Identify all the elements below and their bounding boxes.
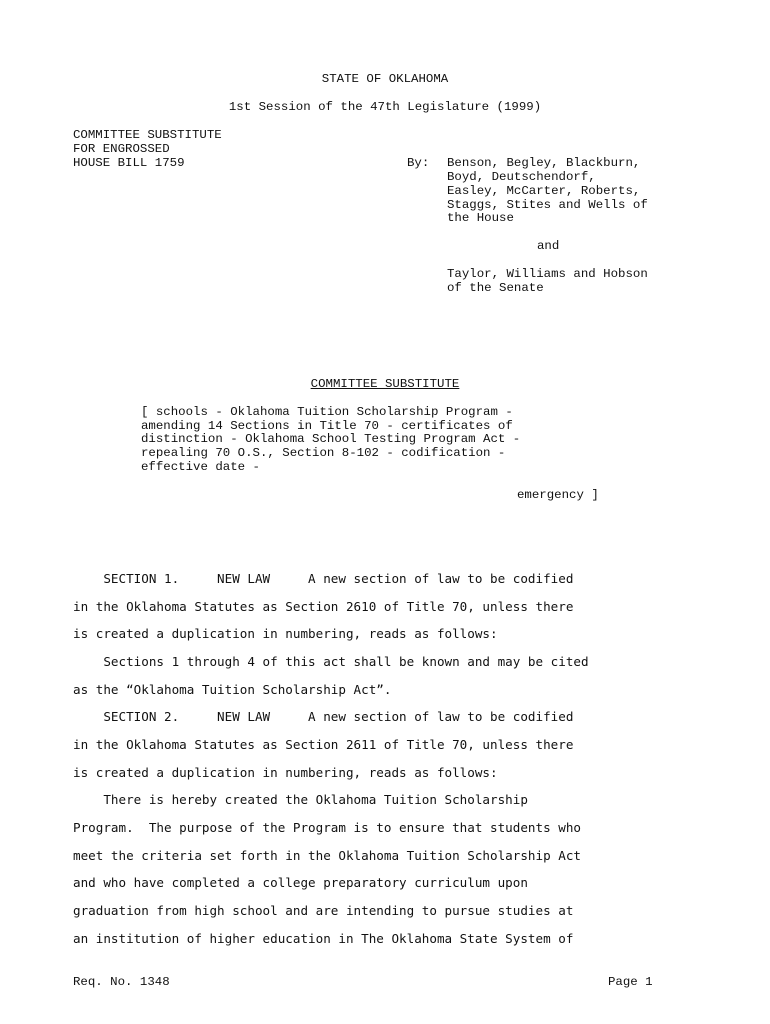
body-line: is created a duplication in numbering, reads as follows: (73, 626, 498, 641)
body-line: as the “Oklahoma Tuition Scholarship Act”. (73, 682, 392, 697)
body-line: SECTION 1. NEW LAW A new section of law to be codified (73, 571, 574, 586)
bill-line-1: COMMITTEE SUBSTITUTE (73, 128, 222, 142)
house-author-line: the House (447, 211, 514, 225)
footer-page-number: Page 1 (608, 975, 653, 989)
body-line: graduation from high school and are intending to pursue studies at (73, 903, 574, 918)
title-line: effective date - (141, 460, 260, 474)
senate-author-line: of the Senate (447, 281, 544, 295)
house-author-line: Benson, Begley, Blackburn, (447, 156, 641, 170)
house-author-line: Boyd, Deutschendorf, (447, 170, 596, 184)
session-heading: 1st Session of the 47th Legislature (1999) (228, 100, 542, 114)
title-end: emergency ] (517, 488, 599, 502)
title-line: [ schools - Oklahoma Tuition Scholarship Program - (141, 405, 513, 419)
state-heading: STATE OF OKLAHOMA (321, 72, 449, 86)
title-line: amending 14 Sections in Title 70 - certificates of (141, 419, 513, 433)
bill-line-3: HOUSE BILL 1759 (73, 156, 185, 170)
body-line: and who have completed a college preparatory curriculum upon (73, 875, 528, 890)
house-author-line: Easley, McCarter, Roberts, (447, 184, 641, 198)
bill-line-2: FOR ENGROSSED (73, 142, 170, 156)
body-line: in the Oklahoma Statutes as Section 2611 of Title 70, unless there (73, 737, 574, 752)
body-line: meet the criteria set forth in the Oklahoma Tuition Scholarship Act (73, 848, 581, 863)
title-line: distinction - Oklahoma School Testing Program Act - (141, 432, 521, 446)
body-line: Program. The purpose of the Program is to ensure that students who (73, 820, 581, 835)
substitute-heading: COMMITTEE SUBSTITUTE (310, 377, 460, 391)
body-line: an institution of higher education in The Oklahoma State System of (73, 931, 574, 946)
body-line: in the Oklahoma Statutes as Section 2610 of Title 70, unless there (73, 599, 574, 614)
body-line: There is hereby created the Oklahoma Tuition Scholarship (73, 792, 528, 807)
body-line: Sections 1 through 4 of this act shall be known and may be cited (73, 654, 589, 669)
by-label: By: (407, 156, 430, 170)
footer-req-number: Req. No. 1348 (73, 975, 170, 989)
body-line: is created a duplication in numbering, reads as follows: (73, 765, 498, 780)
house-author-line: Staggs, Stites and Wells of (447, 198, 648, 212)
body-line: SECTION 2. NEW LAW A new section of law to be codified (73, 709, 574, 724)
title-line: repealing 70 O.S., Section 8-102 - codification - (141, 446, 506, 460)
senate-author-line: Taylor, Williams and Hobson (447, 267, 648, 281)
authors-and: and (537, 239, 560, 253)
